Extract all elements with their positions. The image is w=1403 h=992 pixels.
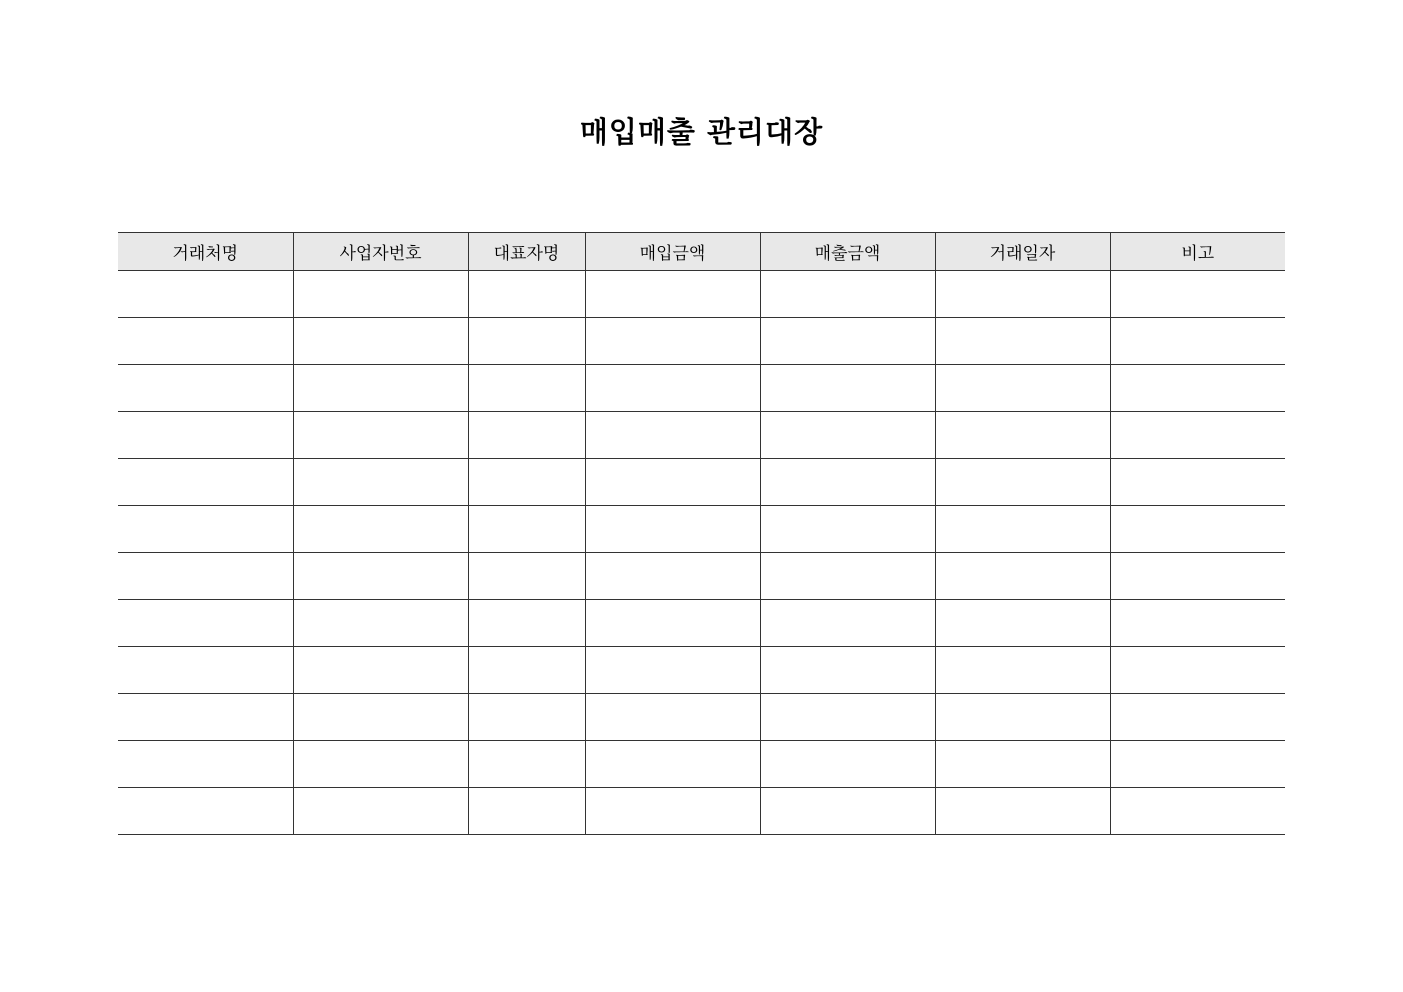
table-cell[interactable] — [585, 694, 760, 741]
table-cell[interactable] — [585, 741, 760, 788]
table-cell[interactable] — [760, 365, 935, 412]
table-cell[interactable] — [468, 459, 585, 506]
table-cell[interactable] — [760, 600, 935, 647]
column-header-client-name: 거래처명 — [118, 233, 293, 271]
table-cell[interactable] — [935, 694, 1110, 741]
table-cell[interactable] — [935, 553, 1110, 600]
table-cell[interactable] — [118, 318, 293, 365]
table-cell[interactable] — [118, 506, 293, 553]
table-cell[interactable] — [935, 600, 1110, 647]
table-cell[interactable] — [935, 318, 1110, 365]
table-cell[interactable] — [293, 694, 468, 741]
table-cell[interactable] — [468, 271, 585, 318]
table-cell[interactable] — [468, 553, 585, 600]
table-cell[interactable] — [293, 271, 468, 318]
table-cell[interactable] — [935, 412, 1110, 459]
column-header-sales-amount: 매출금액 — [760, 233, 935, 271]
table-cell[interactable] — [118, 600, 293, 647]
page-title: 매입매출 관리대장 — [579, 115, 824, 149]
column-header-purchase-amount: 매입금액 — [585, 233, 760, 271]
table-cell[interactable] — [935, 506, 1110, 553]
table-cell[interactable] — [585, 318, 760, 365]
table-cell[interactable] — [760, 318, 935, 365]
table-cell[interactable] — [293, 459, 468, 506]
table-cell[interactable] — [468, 600, 585, 647]
table-row — [118, 412, 1285, 459]
table-cell[interactable] — [760, 553, 935, 600]
table-cell[interactable] — [1110, 741, 1285, 788]
table-cell[interactable] — [118, 459, 293, 506]
table-cell[interactable] — [293, 647, 468, 694]
table-cell[interactable] — [585, 600, 760, 647]
table-cell[interactable] — [1110, 553, 1285, 600]
table-row — [118, 365, 1285, 412]
table-cell[interactable] — [585, 412, 760, 459]
table-cell[interactable] — [1110, 600, 1285, 647]
table-cell[interactable] — [585, 365, 760, 412]
table-cell[interactable] — [118, 647, 293, 694]
table-cell[interactable] — [293, 553, 468, 600]
table-cell[interactable] — [935, 788, 1110, 835]
table-cell[interactable] — [1110, 647, 1285, 694]
table-cell[interactable] — [760, 412, 935, 459]
table-cell[interactable] — [468, 647, 585, 694]
table-cell[interactable] — [468, 694, 585, 741]
table-cell[interactable] — [585, 271, 760, 318]
table-cell[interactable] — [293, 506, 468, 553]
table-cell[interactable] — [118, 553, 293, 600]
table-cell[interactable] — [1110, 459, 1285, 506]
table-cell[interactable] — [760, 788, 935, 835]
column-header-remarks: 비고 — [1110, 233, 1285, 271]
table-cell[interactable] — [935, 741, 1110, 788]
table-cell[interactable] — [1110, 271, 1285, 318]
table-cell[interactable] — [935, 459, 1110, 506]
table-cell[interactable] — [118, 365, 293, 412]
table-cell[interactable] — [468, 318, 585, 365]
table-cell[interactable] — [118, 741, 293, 788]
table-row — [118, 788, 1285, 835]
table-cell[interactable] — [293, 788, 468, 835]
column-header-representative: 대표자명 — [468, 233, 585, 271]
table-row — [118, 694, 1285, 741]
table-cell[interactable] — [293, 600, 468, 647]
table-row — [118, 741, 1285, 788]
table-cell[interactable] — [293, 412, 468, 459]
table-cell[interactable] — [1110, 694, 1285, 741]
table-cell[interactable] — [760, 647, 935, 694]
table-row — [118, 600, 1285, 647]
table-row — [118, 553, 1285, 600]
table-cell[interactable] — [293, 365, 468, 412]
table-cell[interactable] — [468, 741, 585, 788]
table-cell[interactable] — [760, 271, 935, 318]
ledger-table — [118, 232, 1285, 835]
column-header-business-number: 사업자번호 — [293, 233, 468, 271]
table-cell[interactable] — [1110, 412, 1285, 459]
table-cell[interactable] — [118, 788, 293, 835]
table-row — [118, 647, 1285, 694]
table-cell[interactable] — [293, 318, 468, 365]
table-cell[interactable] — [118, 271, 293, 318]
table-cell[interactable] — [760, 459, 935, 506]
header-row — [118, 233, 1285, 271]
table-cell[interactable] — [760, 694, 935, 741]
table-cell[interactable] — [293, 741, 468, 788]
table-row — [118, 459, 1285, 506]
column-header-transaction-date: 거래일자 — [935, 233, 1110, 271]
table-cell[interactable] — [760, 506, 935, 553]
table-cell[interactable] — [118, 694, 293, 741]
table-header — [118, 233, 1285, 271]
table-cell[interactable] — [935, 365, 1110, 412]
table-cell[interactable] — [468, 506, 585, 553]
table-row — [118, 271, 1285, 318]
table-cell[interactable] — [585, 506, 760, 553]
table-cell[interactable] — [1110, 365, 1285, 412]
table-cell[interactable] — [935, 271, 1110, 318]
table-cell[interactable] — [585, 647, 760, 694]
table-cell[interactable] — [760, 741, 935, 788]
table-cell[interactable] — [1110, 788, 1285, 835]
table-cell[interactable] — [935, 647, 1110, 694]
table-body — [118, 271, 1285, 835]
table-cell[interactable] — [1110, 318, 1285, 365]
table-row — [118, 318, 1285, 365]
table-row — [118, 506, 1285, 553]
table-cell[interactable] — [468, 365, 585, 412]
table-cell[interactable] — [585, 788, 760, 835]
table-cell[interactable] — [468, 412, 585, 459]
table-cell[interactable] — [585, 553, 760, 600]
table-cell[interactable] — [1110, 506, 1285, 553]
table-cell[interactable] — [585, 459, 760, 506]
table-cell[interactable] — [468, 788, 585, 835]
table-cell[interactable] — [118, 412, 293, 459]
